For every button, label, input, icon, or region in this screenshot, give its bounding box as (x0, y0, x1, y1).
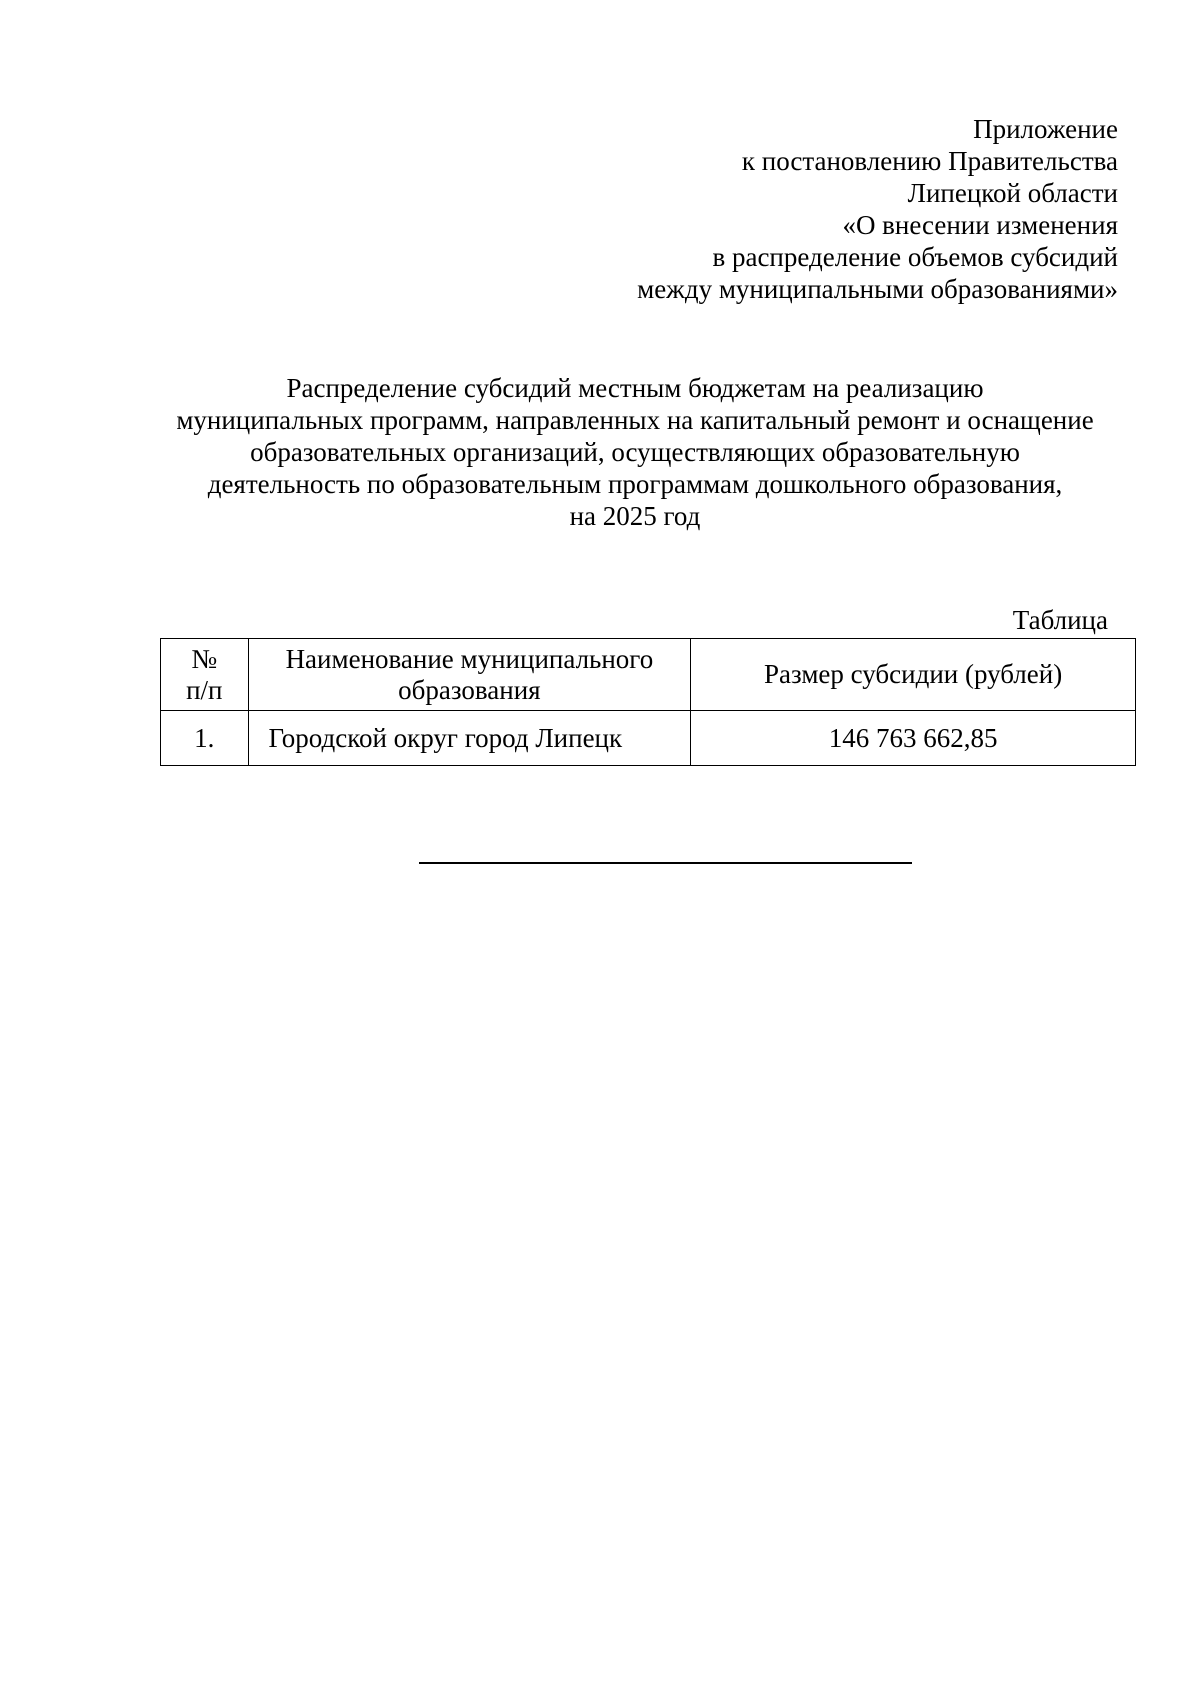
appendix-line: Липецкой области (907, 178, 1118, 208)
closing-divider-line (419, 862, 912, 864)
cell-municipality: Городской округ город Липецк (248, 711, 691, 766)
title-line: образовательных организаций, осуществляющих образовательную (250, 437, 1020, 467)
document-title (150, 372, 1120, 532)
table-row (161, 711, 1136, 766)
title-line: муниципальных программ, направленных на капитальный ремонт и оснащение (176, 405, 1094, 435)
header-municipality (248, 639, 691, 711)
appendix-line: к постановлению Правительства (741, 146, 1118, 176)
appendix-line: Приложение (973, 114, 1118, 144)
title-line: Распределение субсидий местным бюджетам на реализацию (286, 373, 984, 403)
header-municipality-line2: образования (398, 674, 541, 705)
header-amount: Размер субсидии (рублей) (691, 639, 1136, 711)
title-line: деятельность по образовательным программам дошкольного образования, (207, 469, 1063, 499)
title-line: на 2025 год (569, 501, 701, 531)
table-caption: Таблица (1012, 605, 1108, 635)
header-municipality-line1: Наименование муниципального (285, 643, 654, 674)
appendix-header (518, 113, 1118, 305)
header-number (161, 639, 249, 711)
header-number-line2: п/п (186, 674, 223, 705)
subsidy-table (160, 638, 1136, 766)
appendix-line: «О внесении изменения (842, 210, 1118, 240)
table-header-row (161, 639, 1136, 711)
header-number-line1: № (191, 643, 218, 674)
cell-amount: 146 763 662,85 (691, 711, 1136, 766)
appendix-line: в распределение объемов субсидий (712, 242, 1118, 272)
appendix-line: между муниципальными образованиями» (637, 274, 1118, 304)
cell-number: 1. (161, 711, 249, 766)
